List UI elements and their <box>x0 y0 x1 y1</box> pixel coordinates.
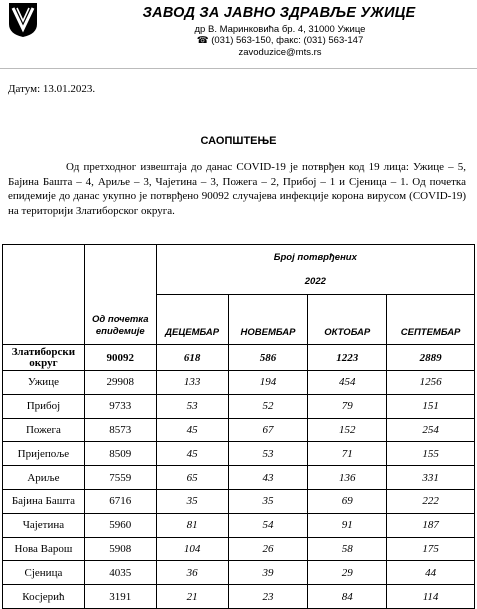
phone-line: ☎ (031) 563-150, факс: (031) 563-147 <box>196 35 364 46</box>
municipality-name: Ужице <box>3 371 85 395</box>
region-total-row <box>3 345 475 371</box>
region-month-value: 2889 <box>387 345 475 371</box>
month-value: 155 <box>387 442 475 466</box>
region-name: Златиборски округ <box>3 345 85 371</box>
table-row <box>3 371 475 395</box>
municipality-since: 6716 <box>84 489 156 513</box>
municipality-name: Пожега <box>3 418 85 442</box>
municipality-name: Прибој <box>3 394 85 418</box>
month-header: СЕПТЕМБАР <box>387 295 475 345</box>
month-value: 114 <box>387 585 475 609</box>
month-value: 69 <box>308 489 387 513</box>
month-value: 331 <box>387 466 475 490</box>
municipality-since: 4035 <box>84 561 156 585</box>
corner-cell <box>3 245 85 345</box>
since-epidemic-header: Од почетка епидемије <box>84 295 156 345</box>
month-value: 91 <box>308 513 387 537</box>
municipality-since: 9733 <box>84 394 156 418</box>
month-header: ДЕЦЕМБАР <box>156 295 228 345</box>
table-row <box>3 561 475 585</box>
municipality-name: Пријепоље <box>3 442 85 466</box>
since-header-top <box>84 245 156 295</box>
month-value: 133 <box>156 371 228 395</box>
municipality-name: Нова Варош <box>3 537 85 561</box>
announcement-title: САОПШТЕЊЕ <box>200 135 277 147</box>
municipality-name: Чајетина <box>3 513 85 537</box>
month-value: 254 <box>387 418 475 442</box>
month-value: 454 <box>308 371 387 395</box>
month-value: 29 <box>308 561 387 585</box>
region-month-value: 586 <box>228 345 308 371</box>
month-value: 45 <box>156 442 228 466</box>
month-value: 35 <box>228 489 308 513</box>
region-month-value: 1223 <box>308 345 387 371</box>
month-value: 45 <box>156 418 228 442</box>
region-since: 90092 <box>84 345 156 371</box>
header-divider <box>0 68 477 69</box>
month-value: 104 <box>156 537 228 561</box>
month-value: 79 <box>308 394 387 418</box>
announcement-paragraph: Од претходног извештаја до данас COVID-19 је потврђен код 19 лица: Ужице – 5, Бајина Башта – 4, Ариље – 3, Чајетина – 3, Пожега – 2, Прибој – 1 и Сјеница – 1. Од почетка епидемије до данас укупно је потврђено 90092 случајева инфекције корона вирусом (COVID-19) на територији Златиборског округа. <box>8 161 466 217</box>
month-value: 1256 <box>387 371 475 395</box>
table-row <box>3 466 475 490</box>
month-value: 43 <box>228 466 308 490</box>
month-header: ОКТОБАР <box>308 295 387 345</box>
month-value: 54 <box>228 513 308 537</box>
table-row <box>3 537 475 561</box>
month-value: 39 <box>228 561 308 585</box>
table-row <box>3 418 475 442</box>
month-value: 53 <box>156 394 228 418</box>
table-row <box>3 513 475 537</box>
municipality-name: Ариље <box>3 466 85 490</box>
month-value: 65 <box>156 466 228 490</box>
municipality-since: 8509 <box>84 442 156 466</box>
municipality-since: 5960 <box>84 513 156 537</box>
table-row <box>3 442 475 466</box>
month-value: 44 <box>387 561 475 585</box>
municipality-name: Сјеница <box>3 561 85 585</box>
email-line[interactable]: zavoduzice@mts.rs <box>238 47 322 58</box>
month-value: 21 <box>156 585 228 609</box>
institute-logo <box>8 2 38 38</box>
month-value: 36 <box>156 561 228 585</box>
month-header: НОВЕМБАР <box>228 295 308 345</box>
month-value: 35 <box>156 489 228 513</box>
table-row <box>3 394 475 418</box>
month-value: 152 <box>308 418 387 442</box>
municipality-since: 5908 <box>84 537 156 561</box>
month-value: 136 <box>308 466 387 490</box>
municipality-since: 7559 <box>84 466 156 490</box>
year-header: 2022 <box>156 270 474 295</box>
municipality-name: Косјерић <box>3 585 85 609</box>
month-value: 187 <box>387 513 475 537</box>
institution-name: ЗАВОД ЗА ЈАВНО ЗДРАВЉЕ УЖИЦЕ <box>142 5 416 21</box>
month-value: 53 <box>228 442 308 466</box>
municipality-since: 8573 <box>84 418 156 442</box>
month-value: 84 <box>308 585 387 609</box>
month-value: 71 <box>308 442 387 466</box>
address-line: др В. Маринковића бр. 4, 31000 Ужице <box>194 24 366 35</box>
month-value: 222 <box>387 489 475 513</box>
region-month-value: 618 <box>156 345 228 371</box>
month-value: 23 <box>228 585 308 609</box>
month-value: 81 <box>156 513 228 537</box>
month-value: 175 <box>387 537 475 561</box>
date-line: Датум: 13.01.2023. <box>8 83 96 95</box>
month-value: 52 <box>228 394 308 418</box>
confirmed-count-header: Број потврђених <box>156 245 474 270</box>
month-value: 26 <box>228 537 308 561</box>
municipality-since: 29908 <box>84 371 156 395</box>
table-row <box>3 585 475 609</box>
month-value: 67 <box>228 418 308 442</box>
cases-table <box>2 244 475 609</box>
month-value: 194 <box>228 371 308 395</box>
month-value: 58 <box>308 537 387 561</box>
municipality-since: 3191 <box>84 585 156 609</box>
month-value: 151 <box>387 394 475 418</box>
municipality-name: Бајина Башта <box>3 489 85 513</box>
table-row <box>3 489 475 513</box>
